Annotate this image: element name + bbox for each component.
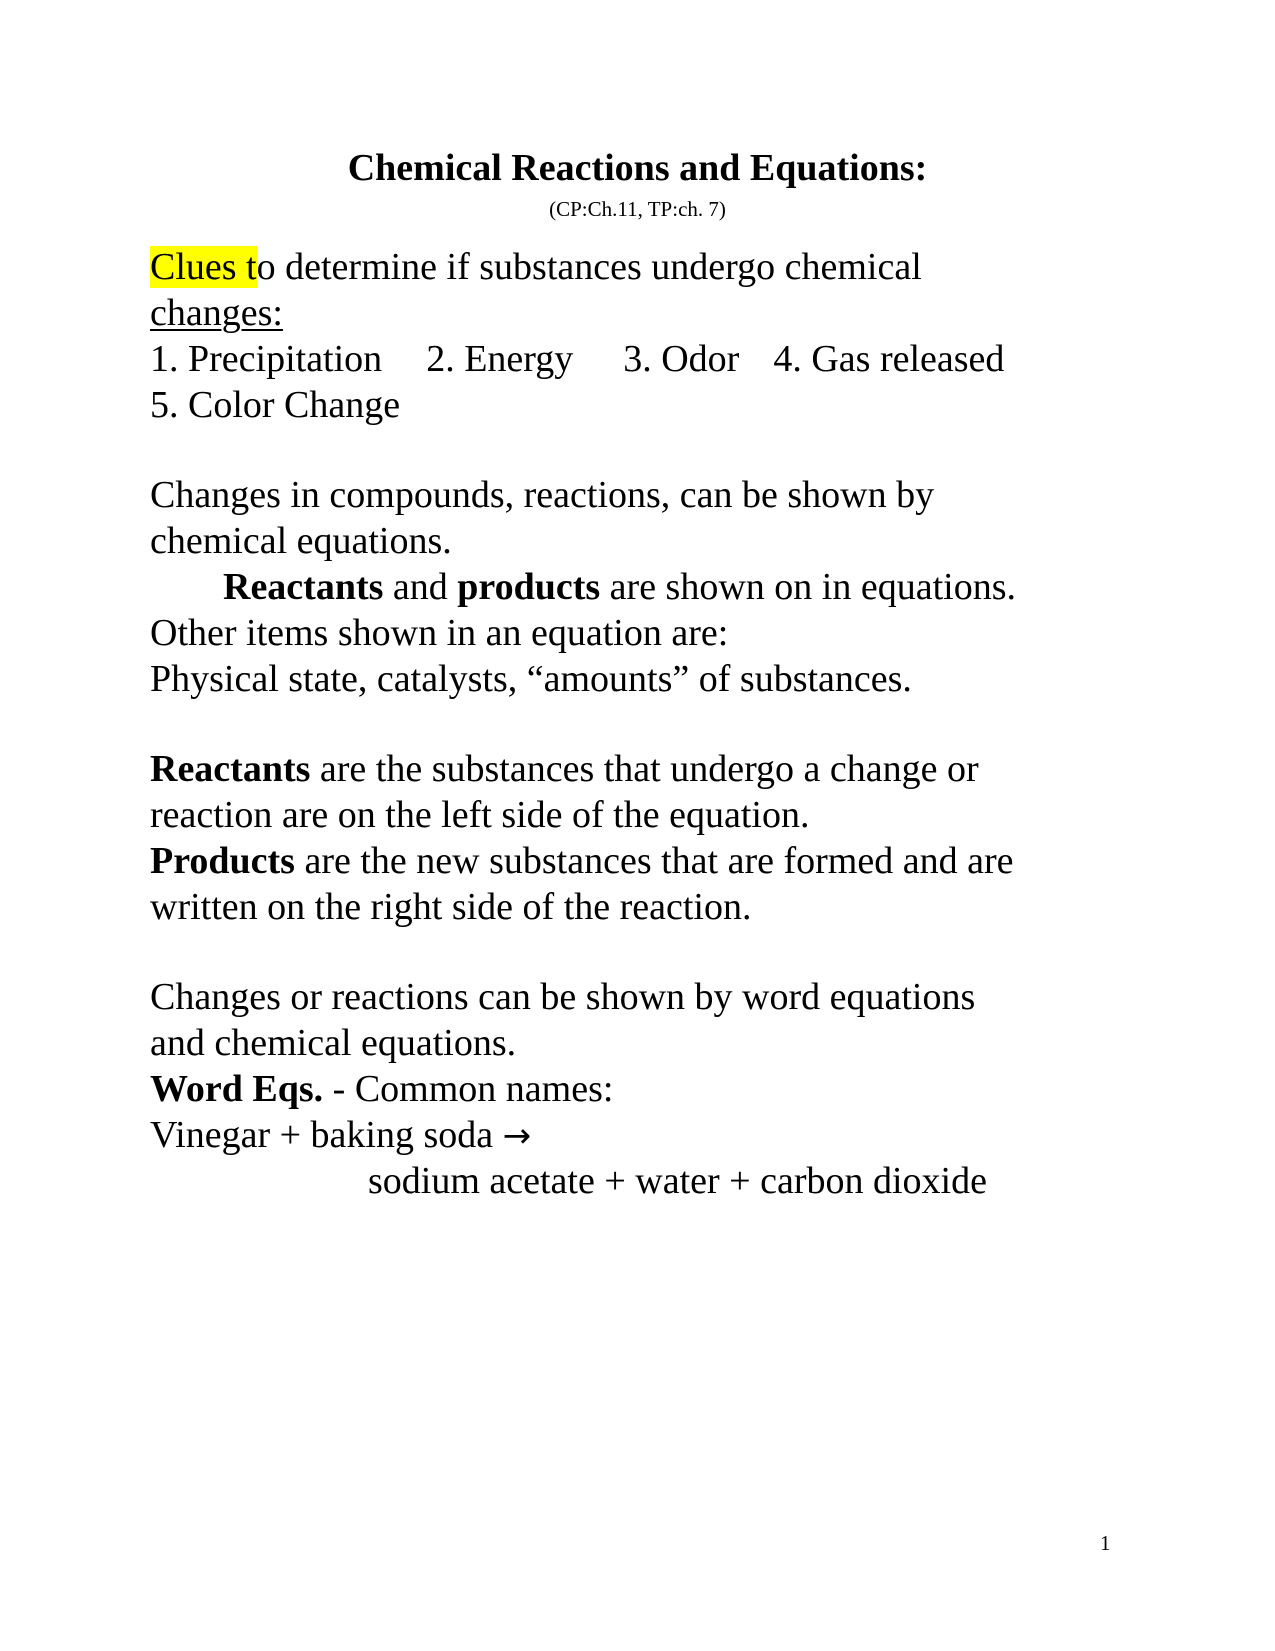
- and-text: and: [383, 566, 458, 608]
- clue-item-3: 3. Odor: [623, 338, 740, 380]
- word-eqs-term: Word Eqs.: [150, 1068, 324, 1110]
- page-number: 1: [1100, 1531, 1111, 1555]
- reactants-bold: Reactants: [223, 566, 384, 608]
- changes-para-line-3: [223, 564, 1016, 610]
- word-eqs-line: [150, 1066, 613, 1112]
- products-term: Products: [150, 840, 295, 882]
- changes-para-line-4: Other items shown in an equation are:: [150, 612, 729, 654]
- changes-heading: [150, 290, 283, 336]
- products-bold: products: [457, 566, 601, 608]
- equations-para-line-2: and chemical equations.: [150, 1022, 517, 1064]
- clue-item-2: 2. Energy: [426, 338, 574, 380]
- changes-underlined: changes:: [150, 292, 283, 334]
- reactants-def-text: are the substances that undergo a change or: [310, 748, 979, 790]
- products-def-line-2: written on the right side of the reaction.: [150, 886, 752, 928]
- equations-para-line-1: Changes or reactions can be shown by word equations: [150, 976, 976, 1018]
- word-eqs-text: - Common names:: [323, 1068, 614, 1110]
- page-title: Chemical Reactions and Equations:: [347, 147, 928, 189]
- reactants-term: Reactants: [150, 748, 311, 790]
- clue-list-row-2: [150, 382, 400, 428]
- highlighted-text: Clues t: [150, 246, 257, 288]
- word-equation-line-1: [150, 1112, 531, 1159]
- clues-text: o determine if substances undergo chemical: [256, 246, 922, 288]
- reactants-def-line-2: reaction are on the left side of the equation.: [150, 794, 810, 836]
- clue-item-5: 5. Color Change: [150, 384, 401, 426]
- word-equation-line-2: sodium acetate + water + carbon dioxide: [368, 1160, 987, 1202]
- changes-para-line-5: Physical state, catalysts, “amounts” of substances.: [150, 658, 912, 700]
- line3-rest: are shown on in equations.: [600, 566, 1016, 608]
- arrow-icon: →: [502, 1116, 532, 1156]
- changes-para-line-2: chemical equations.: [150, 520, 452, 562]
- page-subtitle: (CP:Ch.11, TP:ch. 7): [549, 197, 726, 221]
- clue-item-4: 4. Gas released: [773, 338, 1005, 380]
- reactants-text: Vinegar + baking soda: [150, 1114, 503, 1156]
- products-def-line-1: [150, 838, 1013, 884]
- changes-para-line-1: Changes in compounds, reactions, can be shown by: [150, 474, 935, 516]
- clue-item-1: 1. Precipitation: [150, 338, 383, 380]
- clue-list-row-1: [150, 336, 1004, 382]
- products-def-text: are the new substances that are formed and are: [294, 840, 1014, 882]
- clues-line: [150, 244, 922, 290]
- reactants-def-line-1: [150, 746, 979, 792]
